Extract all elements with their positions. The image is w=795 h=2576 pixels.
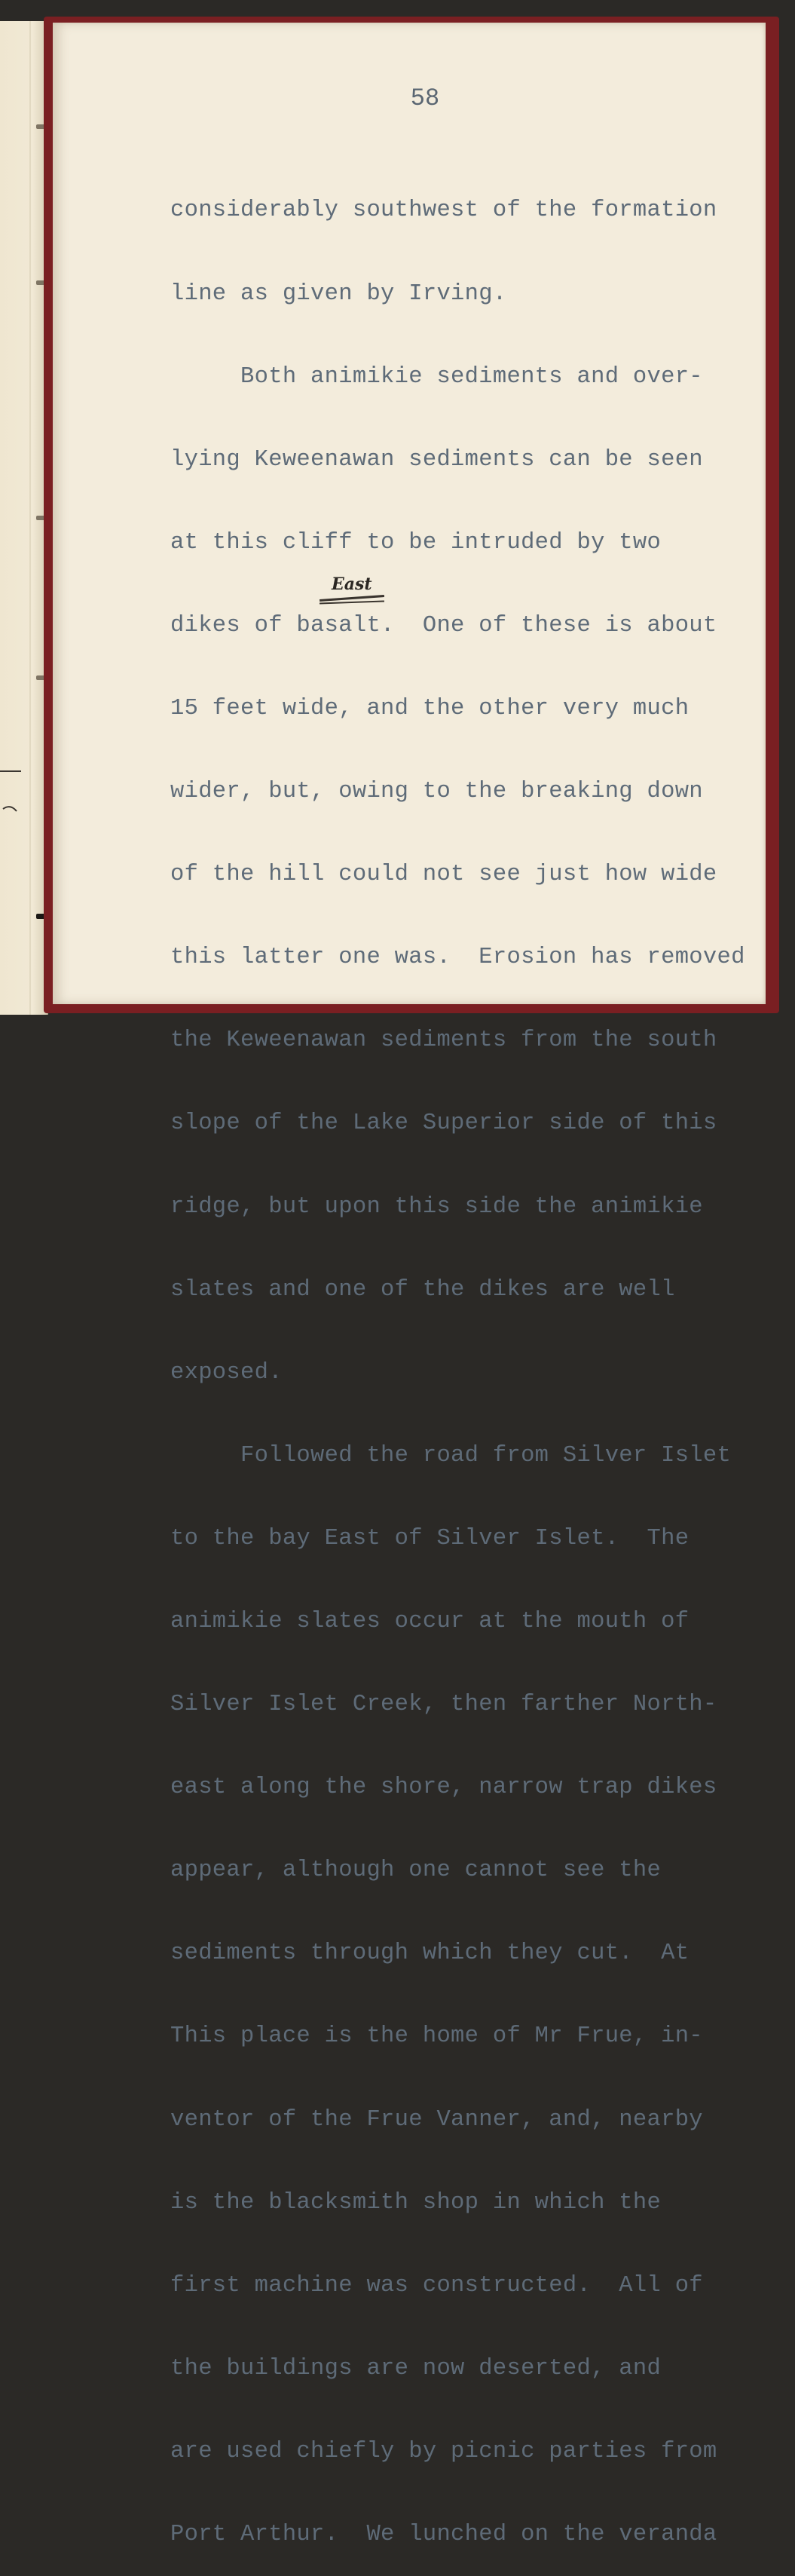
text-line: dikes of basalt. One of these is about — [170, 612, 717, 639]
text-line: appear, although one cannot see the — [170, 1858, 662, 1884]
text-line: first machine was constructed. All of — [170, 2272, 703, 2299]
text-line: exposed. — [170, 1359, 283, 1386]
typed-text — [170, 142, 751, 2576]
text-line: lying Keweenawan sediments can be seen — [170, 446, 703, 473]
text-line: Followed the road from Silver Islet — [170, 1442, 732, 1469]
text-line: slates and one of the dikes are well — [170, 1276, 675, 1303]
text-line: ridge, but upon this side the animikie — [170, 1193, 703, 1220]
text-line: to the bay East of Silver Islet. The — [170, 1525, 690, 1551]
left-page-pen-mark — [0, 770, 21, 772]
text-line: are used chiefly by picnic parties from — [170, 2438, 717, 2464]
text-line: the Keweenawan sediments from the south — [170, 1028, 717, 1054]
text-line: this latter one was. Erosion has removed — [170, 945, 745, 971]
text-line: Port Arthur. We lunched on the veranda — [170, 2522, 717, 2548]
text-line: Silver Islet Creek, then farther North- — [170, 1692, 717, 1718]
text-line: slope of the Lake Superior side of this — [170, 1110, 717, 1137]
text-line: ventor of the Frue Vanner, and, nearby — [170, 2106, 703, 2133]
text-line: at this cliff to be intruded by two — [170, 529, 662, 556]
text-line: Both animikie sediments and over- — [170, 363, 703, 390]
text-line: This place is the home of Mr Frue, in- — [170, 2023, 703, 2050]
text-line: the buildings are now deserted, and — [170, 2355, 662, 2381]
text-line: of the hill could not see just how wide — [170, 862, 717, 888]
text-line: is the blacksmith shop in which the — [170, 2189, 662, 2216]
text-line: sediments through which they cut. At — [170, 1940, 690, 1967]
text-line: 15 feet wide, and the other very much — [170, 695, 690, 721]
handwritten-correction: East — [332, 574, 372, 594]
text-line: east along the shore, narrow trap dikes — [170, 1775, 717, 1801]
page-number: 58 — [410, 84, 440, 112]
text-line: wider, but, owing to the breaking down — [170, 779, 703, 805]
text-line: considerably southwest of the formation — [170, 198, 717, 224]
text-line: line as given by Irving. — [170, 280, 507, 307]
text-line: animikie slates occur at the mouth of — [170, 1609, 690, 1634]
